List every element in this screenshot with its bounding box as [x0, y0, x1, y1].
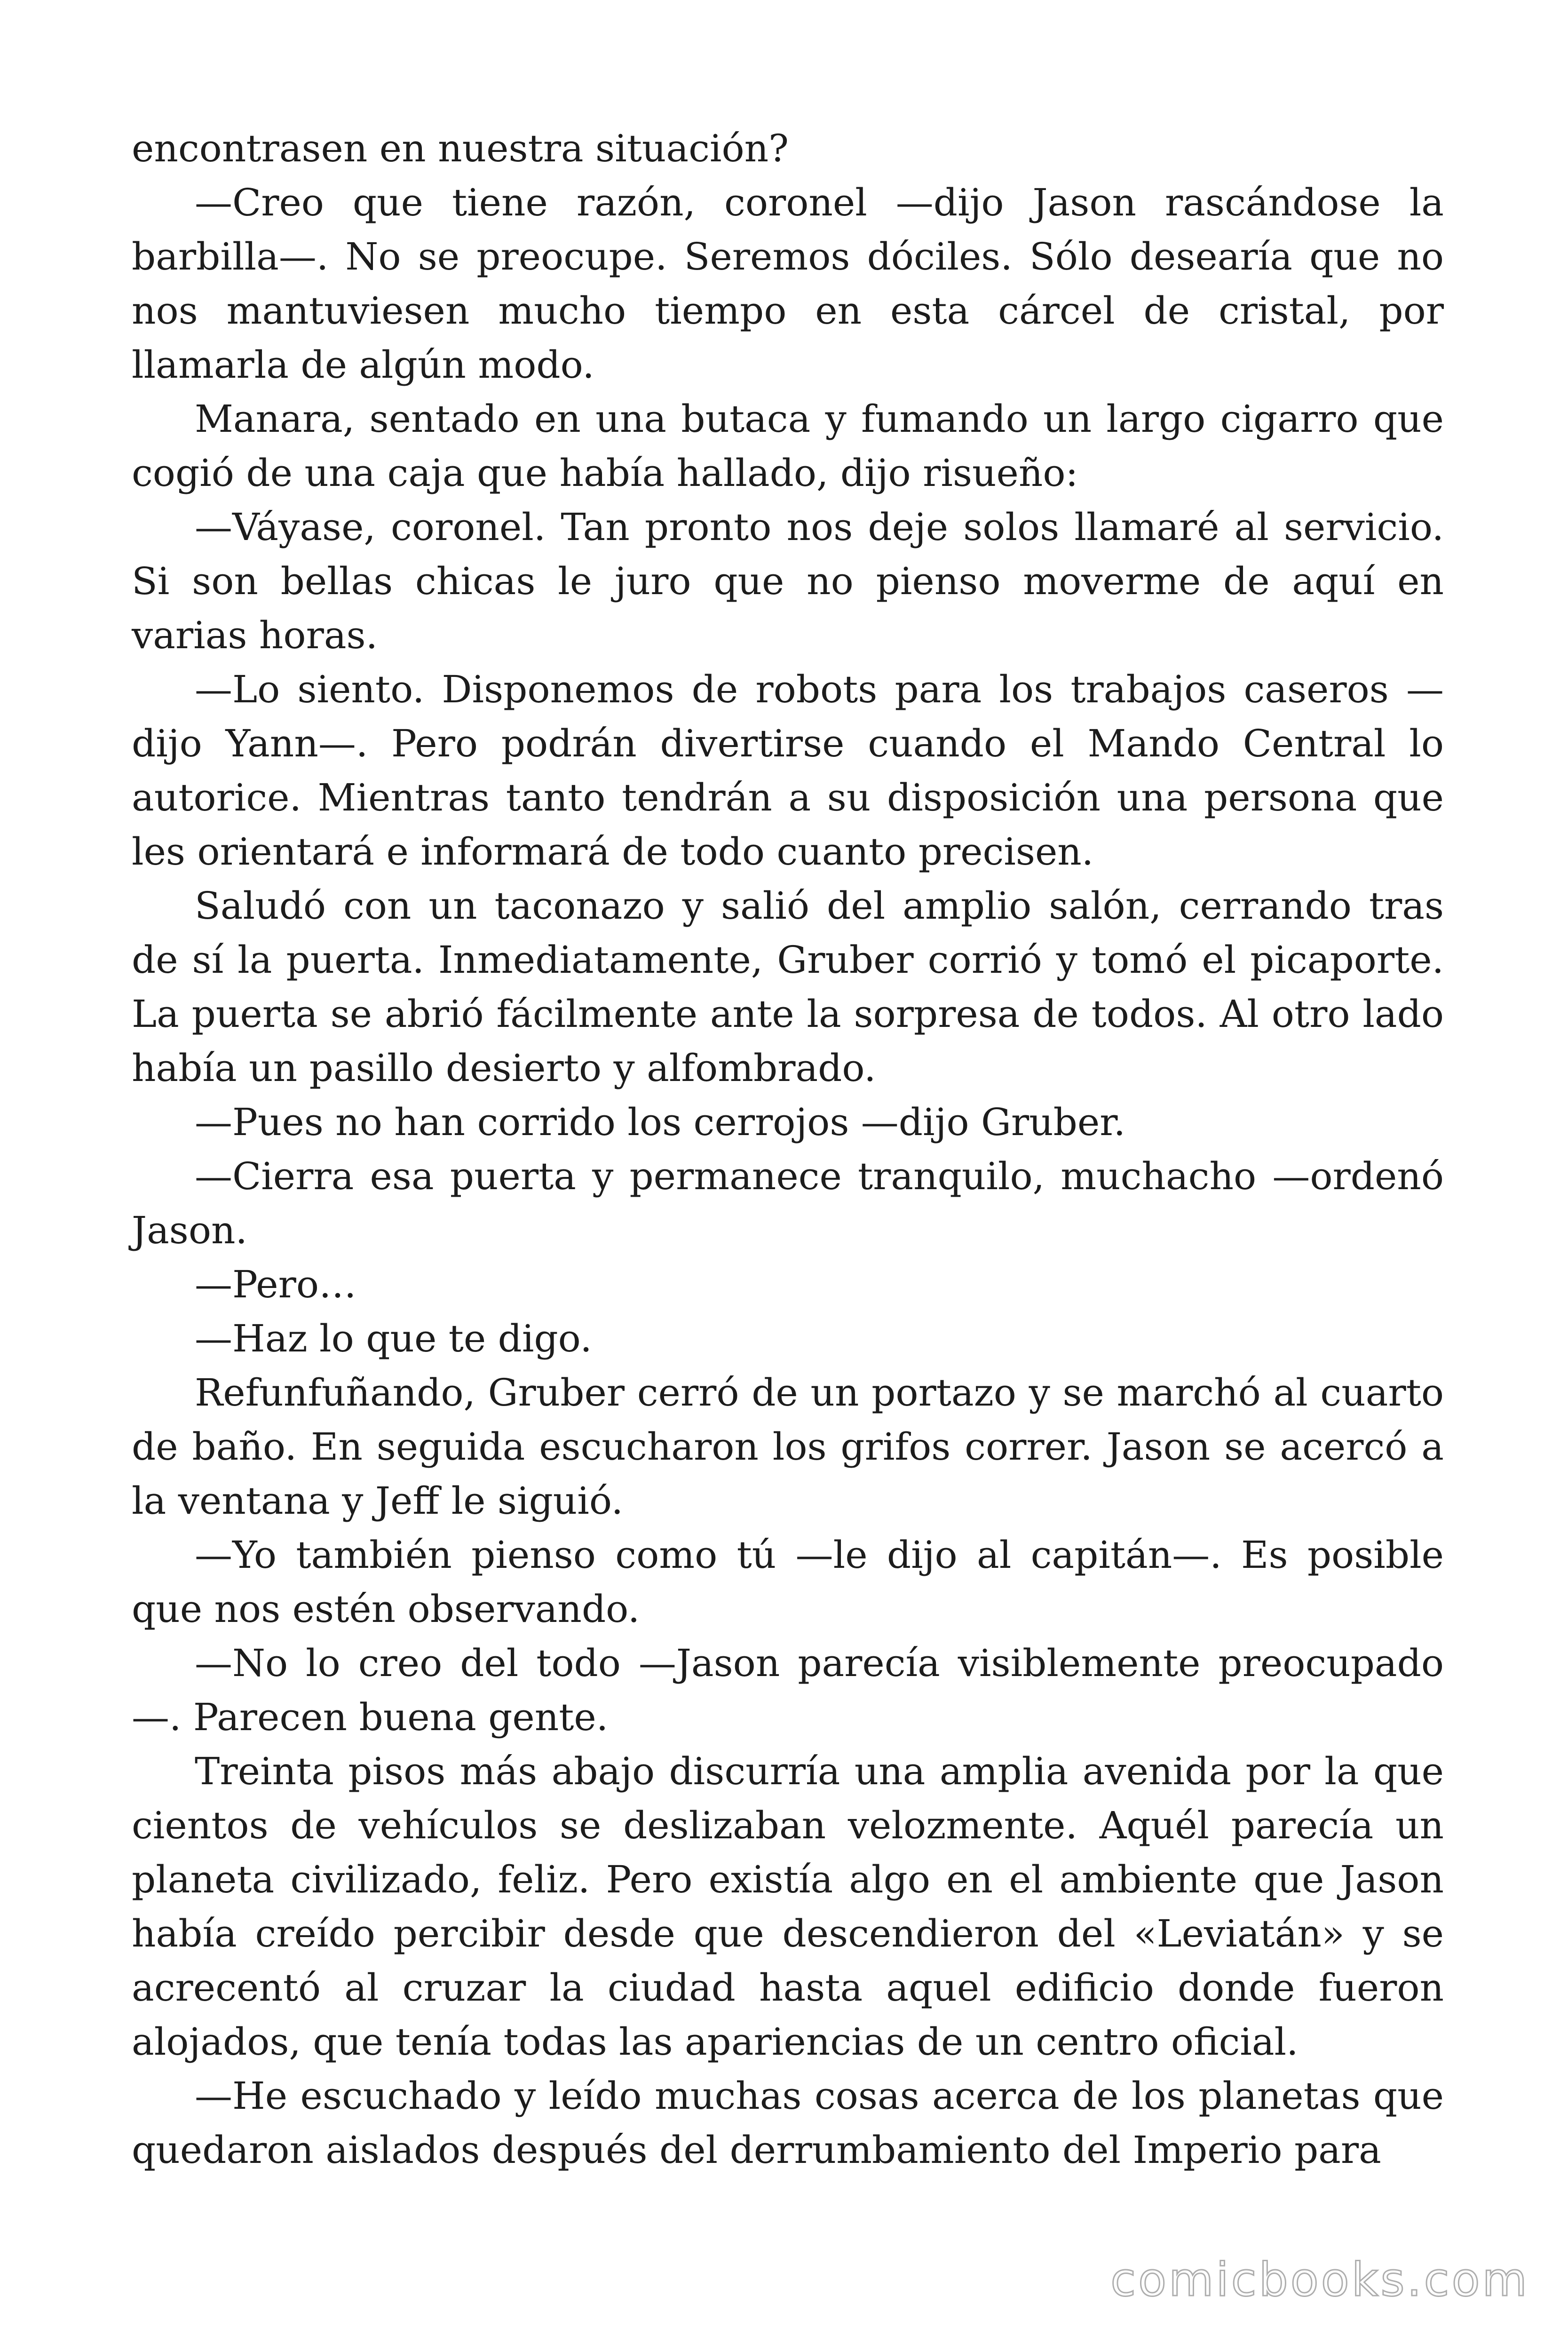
paragraph: —Lo siento. Disponemos de robots para los trabajos caseros —dijo Yann—. Pero podrán divertirse cuando el Mando Central lo autorice. Mientras tanto tendrán a su disposición una persona que les orientará e informará de todo cuanto precisen.	[132, 667, 1444, 874]
paragraph: —Yo también pienso como tú —le dijo al capitán—. Es posible que nos estén observando.	[132, 1533, 1444, 1631]
paragraph: —Pues no han corrido los cerrojos —dijo Gruber.	[195, 1100, 1126, 1144]
paragraph: —Haz lo que te digo.	[195, 1317, 592, 1360]
paragraph: —He escuchado y leído muchas cosas acerca de los planetas que quedaron aislados después del derrumbamiento del Imperio para	[132, 2074, 1444, 2172]
paragraph: —Cierra esa puerta y permanece tranquilo, muchacho —ordenó Jason.	[132, 1154, 1444, 1252]
paragraph: Manara, sentado en una butaca y fumando un largo cigarro que cogió de una caja que había hallado, dijo risueño:	[132, 397, 1444, 495]
watermark-logo: comicbooks.com	[1110, 2253, 1529, 2307]
paragraph: —Váyase, coronel. Tan pronto nos deje solos llamaré al servicio. Si son bellas chicas le juro que no pienso moverme de aquí en varias horas.	[132, 505, 1444, 657]
paragraph: Treinta pisos más abajo discurría una amplia avenida por la que cientos de vehículos se deslizaban velozmente. Aquél parecía un planeta civilizado, feliz. Pero existía algo en el ambiente que Jason había creído percibir desde que descendieron del «Leviatán» y se acrecentó al cruzar la ciudad hasta aquel edificio donde fueron alojados, que tenía todas las apariencias de un centro oficial.	[132, 1749, 1444, 2064]
paragraph: —No lo creo del todo —Jason parecía visiblemente preocupado—. Parecen buena gente.	[132, 1641, 1444, 1739]
book-page-text	[132, 121, 1444, 2177]
paragraph: Saludó con un taconazo y salió del amplio salón, cerrando tras de sí la puerta. Inmediatamente, Gruber corrió y tomó el picaporte. La puerta se abrió fácilmente ante la sorpresa de todos. Al otro lado había un pasillo desierto y alfombrado.	[132, 884, 1444, 1090]
paragraph: —Creo que tiene razón, coronel —dijo Jason rascándose la barbilla—. No se preocupe. Seremos dóciles. Sólo desearía que no nos mantuviesen mucho tiempo en esta cárcel de cristal, por llamarla de algún modo.	[132, 181, 1444, 387]
paragraph: Refunfuñando, Gruber cerró de un portazo y se marchó al cuarto de baño. En seguida escucharon los grifos correr. Jason se acercó a la ventana y Jeff le siguió.	[132, 1371, 1444, 1523]
paragraph: —Pero…	[195, 1263, 356, 1306]
paragraph-continuation: encontrasen en nuestra situación?	[132, 127, 789, 170]
